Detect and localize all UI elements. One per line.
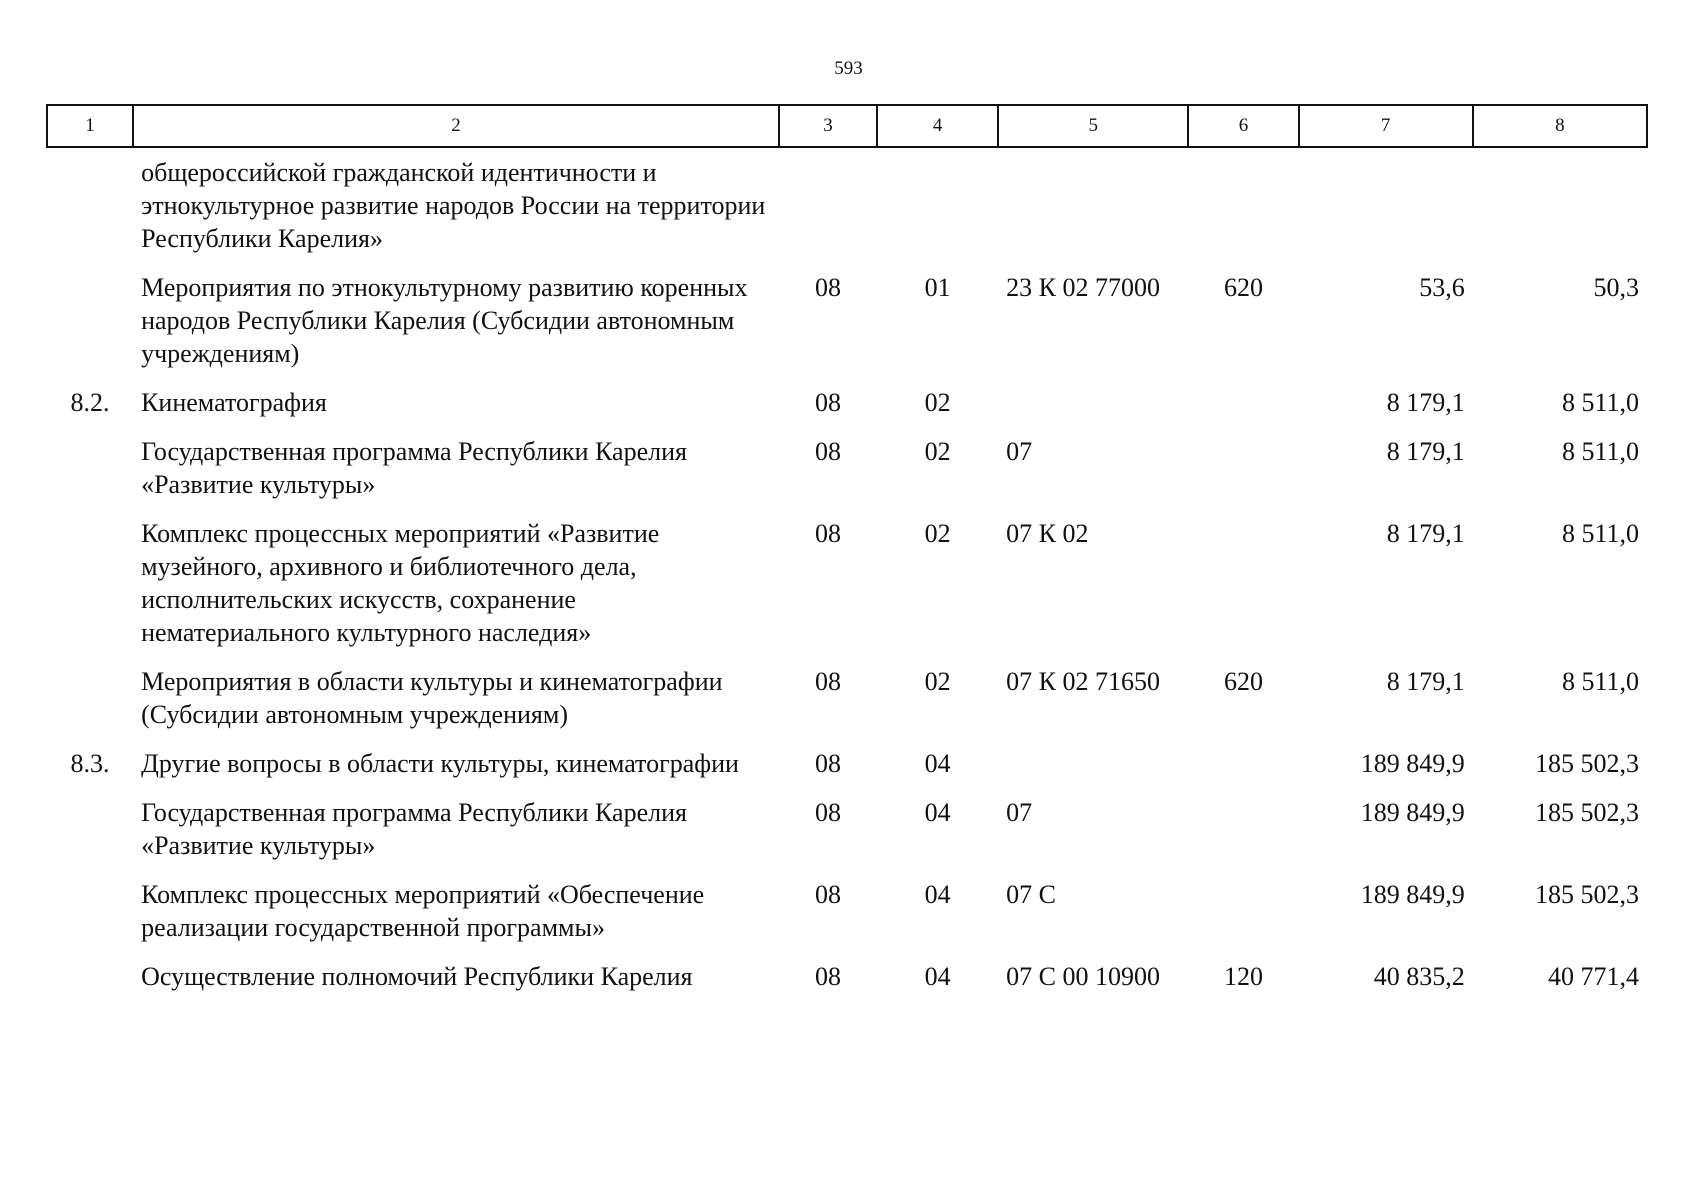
row-expense-type: 620	[1223, 273, 1263, 302]
column-header-6: 6	[1188, 105, 1298, 147]
row-amount-1: 189 849,9	[1360, 749, 1465, 778]
row-section-code: 08	[814, 880, 841, 909]
row-name: Государственная программа Республики Карелия «Развитие культуры»	[141, 798, 687, 860]
row-subsection-code: 04	[924, 798, 951, 827]
row-section-code: 08	[814, 798, 841, 827]
table-row	[47, 435, 1647, 517]
row-target-code: 07 С	[1006, 880, 1056, 909]
row-subsection-code: 02	[924, 437, 951, 466]
table-body	[47, 147, 1647, 1009]
row-number	[47, 147, 133, 271]
column-header-5: 5	[998, 105, 1188, 147]
column-header-8: 8	[1473, 105, 1647, 147]
row-name: Другие вопросы в области культуры, кинематографии	[141, 749, 739, 778]
row-expense-type	[1188, 147, 1298, 271]
row-amount-2: 50,3	[1593, 273, 1639, 302]
row-target-code: 07 К 02	[1006, 519, 1089, 548]
row-name: Кинематография	[141, 388, 327, 417]
row-section-code: 08	[814, 437, 841, 466]
row-target-code	[998, 147, 1188, 271]
row-name: общероссийской гражданской идентичности и этнокультурное развитие народов России на территории Республики Карелия»	[141, 158, 766, 253]
row-target-code: 23 К 02 77000	[1006, 273, 1160, 302]
row-section-code: 08	[814, 519, 841, 548]
row-amount-2	[1473, 147, 1647, 271]
row-number: 8.3.	[70, 749, 110, 778]
row-subsection-code: 02	[924, 388, 951, 417]
row-section-code	[779, 147, 877, 271]
row-amount-1: 53,6	[1419, 273, 1465, 302]
row-name: Мероприятия по этнокультурному развитию коренных народов Республики Карелия (Субсидии автономным учреждениям)	[141, 273, 748, 368]
row-expense-type	[1188, 517, 1298, 665]
row-amount-2: 8 511,0	[1561, 437, 1639, 466]
row-expense-type: 120	[1223, 962, 1263, 991]
row-subsection-code: 02	[924, 519, 951, 548]
row-expense-type	[1188, 386, 1298, 435]
row-number	[47, 878, 133, 960]
row-amount-2: 8 511,0	[1561, 667, 1639, 696]
row-amount-1: 8 179,1	[1386, 388, 1465, 417]
row-subsection-code: 04	[924, 749, 951, 778]
row-amount-1: 8 179,1	[1386, 519, 1465, 548]
table-row	[47, 960, 1647, 1009]
row-expense-type	[1188, 435, 1298, 517]
row-subsection-code	[877, 147, 998, 271]
row-section-code: 08	[814, 667, 841, 696]
row-amount-2: 185 502,3	[1535, 749, 1639, 778]
row-amount-2: 8 511,0	[1561, 519, 1639, 548]
row-number	[47, 665, 133, 747]
row-amount-1: 40 835,2	[1373, 962, 1465, 991]
row-target-code: 07	[1006, 437, 1033, 466]
column-header-4: 4	[877, 105, 998, 147]
row-number: 8.2.	[70, 388, 110, 417]
row-target-code: 07	[1006, 798, 1033, 827]
page-number: 593	[834, 58, 863, 79]
table-row	[47, 747, 1647, 796]
table-row	[47, 517, 1647, 665]
row-amount-1: 189 849,9	[1360, 880, 1465, 909]
row-expense-type	[1188, 878, 1298, 960]
header-row	[47, 105, 1647, 147]
table-row	[47, 386, 1647, 435]
row-amount-2: 185 502,3	[1535, 880, 1639, 909]
row-expense-type: 620	[1223, 667, 1263, 696]
row-number	[47, 271, 133, 386]
row-subsection-code: 04	[924, 962, 951, 991]
column-header-2: 2	[133, 105, 779, 147]
table-row	[47, 878, 1647, 960]
row-target-code	[998, 386, 1188, 435]
row-name: Государственная программа Республики Карелия «Развитие культуры»	[141, 437, 687, 499]
row-amount-2: 185 502,3	[1535, 798, 1639, 827]
row-name: Комплекс процессных мероприятий «Развитие музейного, архивного и библиотечного дела, исполнительских искусств, сохранение нематериального культурного наследия»	[141, 519, 660, 647]
row-subsection-code: 02	[924, 667, 951, 696]
row-number	[47, 517, 133, 665]
row-expense-type	[1188, 796, 1298, 878]
table-row	[47, 796, 1647, 878]
column-header-3: 3	[779, 105, 877, 147]
row-amount-1: 8 179,1	[1386, 667, 1465, 696]
row-amount-1: 189 849,9	[1360, 798, 1465, 827]
row-subsection-code: 04	[924, 880, 951, 909]
row-amount-2: 40 771,4	[1548, 962, 1639, 991]
row-amount-1	[1299, 147, 1473, 271]
row-section-code: 08	[814, 273, 841, 302]
column-header-7: 7	[1299, 105, 1473, 147]
row-name: Мероприятия в области культуры и кинематографии (Субсидии автономным учреждениям)	[141, 667, 723, 729]
row-amount-1: 8 179,1	[1386, 437, 1465, 466]
row-section-code: 08	[814, 749, 841, 778]
table-header	[47, 105, 1647, 147]
table-row	[47, 147, 1647, 271]
row-subsection-code: 01	[924, 273, 951, 302]
column-header-1: 1	[47, 105, 133, 147]
table-row	[47, 665, 1647, 747]
row-number	[47, 960, 133, 1009]
row-name: Осуществление полномочий Республики Карелия	[141, 962, 693, 991]
row-section-code: 08	[814, 962, 841, 991]
row-amount-2: 8 511,0	[1561, 388, 1639, 417]
row-number	[47, 796, 133, 878]
row-target-code: 07 К 02 71650	[1006, 667, 1160, 696]
row-target-code: 07 С 00 10900	[1006, 962, 1160, 991]
budget-table	[46, 104, 1648, 1009]
row-target-code	[998, 747, 1188, 796]
row-number	[47, 435, 133, 517]
row-name: Комплекс процессных мероприятий «Обеспечение реализации государственной программы»	[141, 880, 705, 942]
table-row	[47, 271, 1647, 386]
row-expense-type	[1188, 747, 1298, 796]
row-section-code: 08	[814, 388, 841, 417]
